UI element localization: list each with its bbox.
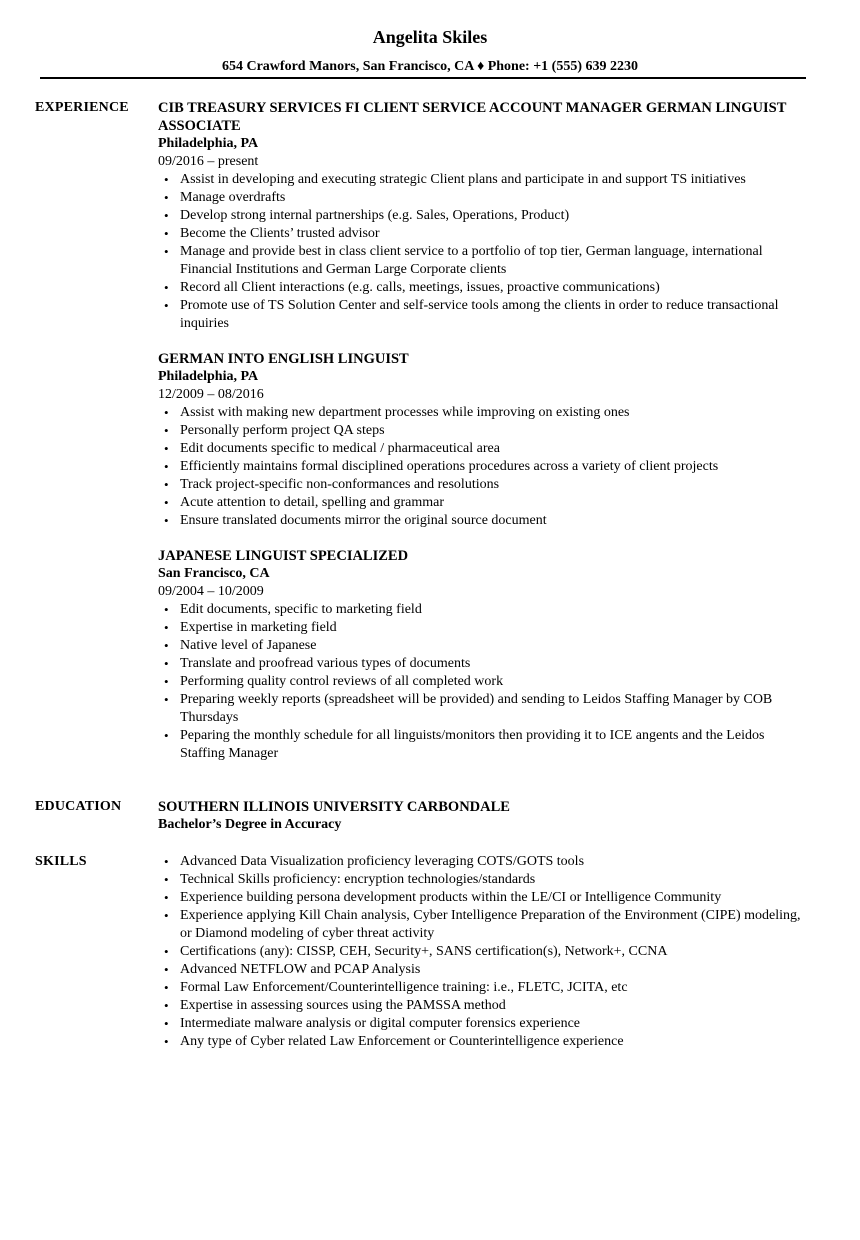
bullet-item: • Personally perform project QA steps <box>180 422 806 440</box>
school-name: SOUTHERN ILLINOIS UNIVERSITY CARBONDALE <box>158 799 510 815</box>
contact-line: 654 Crawford Manors, San Francisco, CA ♦ Phone: +1 (555) 639 2230 <box>221 59 639 74</box>
skills-heading: SKILLS <box>35 854 87 869</box>
bullet-item: • Assist in developing and executing strategic Client plans and participate in and support TS initiatives <box>180 171 806 189</box>
job-entry <box>158 99 806 333</box>
bullet-item: • Ensure translated documents mirror the original source document <box>180 512 806 530</box>
degree: Bachelor’s Degree in Accuracy <box>158 817 342 832</box>
bullet-item: • Translate and proofread various types of documents <box>180 655 806 673</box>
skill-item: • Any type of Cyber related Law Enforcement or Counterintelligence experience <box>180 1033 806 1051</box>
bullet-item: • Expertise in marketing field <box>180 619 806 637</box>
skill-item: • Experience building persona development products within the LE/CI or Intelligence Community <box>180 889 806 907</box>
job-location: Philadelphia, PA <box>158 369 259 384</box>
job-location: San Francisco, CA <box>158 566 270 581</box>
job-dates: 12/2009 – 08/2016 <box>158 387 264 402</box>
bullet-item: • Develop strong internal partnerships (e.g. Sales, Operations, Product) <box>180 207 806 225</box>
job-title: CIB TREASURY SERVICES FI CLIENT SERVICE ACCOUNT MANAGER GERMAN LINGUIST ASSOCIATE <box>158 100 787 134</box>
job-entry <box>158 350 806 530</box>
skills-list <box>158 853 806 1051</box>
bullet-item: • Promote use of TS Solution Center and self-service tools among the clients in order to reduce transactional inquiries <box>180 297 806 333</box>
job-title: GERMAN INTO ENGLISH LINGUIST <box>158 351 409 367</box>
skill-item: • Advanced Data Visualization proficiency leveraging COTS/GOTS tools <box>180 853 806 871</box>
bullet-item: • Edit documents specific to medical / pharmaceutical area <box>180 440 806 458</box>
job-location: Philadelphia, PA <box>158 136 259 151</box>
skill-item: • Certifications (any): CISSP, CEH, Security+, SANS certification(s), Network+, CCNA <box>180 943 806 961</box>
job-bullets <box>158 171 806 333</box>
bullet-item: • Peparing the monthly schedule for all linguists/monitors then providing it to ICE angents and the Leidos Staffing Manager <box>180 727 806 763</box>
skills-body <box>158 853 806 1051</box>
skill-item: • Advanced NETFLOW and PCAP Analysis <box>180 961 806 979</box>
bullet-item: • Acute attention to detail, spelling and grammar <box>180 494 806 512</box>
job-title: JAPANESE LINGUIST SPECIALIZED <box>158 548 409 564</box>
job-bullets <box>158 601 806 763</box>
skill-item: • Expertise in assessing sources using the PAMSSA method <box>180 997 806 1015</box>
bullet-item: • Track project-specific non-conformances and resolutions <box>180 476 806 494</box>
skill-item: • Technical Skills proficiency: encryption technologies/standards <box>180 871 806 889</box>
job-bullets <box>158 404 806 530</box>
bullet-item: • Native level of Japanese <box>180 637 806 655</box>
bullet-item: • Preparing weekly reports (spreadsheet will be provided) and sending to Leidos Staffing Manager by COB Thursdays <box>180 691 806 727</box>
bullet-item: • Performing quality control reviews of all completed work <box>180 673 806 691</box>
skill-item: • Formal Law Enforcement/Counterintelligence training: i.e., FLETC, JCITA, etc <box>180 979 806 997</box>
skill-item: • Experience applying Kill Chain analysis, Cyber Intelligence Preparation of the Environment (CIPE) modeling, or Diamond modeling of cyber threat activity <box>180 907 806 943</box>
bullet-item: • Assist with making new department processes while improving on existing ones <box>180 404 806 422</box>
header-divider <box>40 77 806 79</box>
bullet-item: • Manage and provide best in class client service to a portfolio of top tier, German language, international Financial Institutions and German Large Corporate clients <box>180 243 806 279</box>
job-entry <box>158 547 806 763</box>
experience-heading: EXPERIENCE <box>35 100 129 115</box>
job-dates: 09/2004 – 10/2009 <box>158 584 264 599</box>
bullet-item: • Become the Clients’ trusted advisor <box>180 225 806 243</box>
education-heading: EDUCATION <box>35 799 122 814</box>
experience-body <box>158 99 806 780</box>
bullet-item: • Edit documents, specific to marketing field <box>180 601 806 619</box>
bullet-item: • Efficiently maintains formal disciplined operations procedures across a variety of client projects <box>180 458 806 476</box>
bullet-item: • Record all Client interactions (e.g. calls, meetings, issues, proactive communications) <box>180 279 806 297</box>
skill-item: • Intermediate malware analysis or digital computer forensics experience <box>180 1015 806 1033</box>
bullet-item: • Manage overdrafts <box>180 189 806 207</box>
job-dates: 09/2016 – present <box>158 154 259 169</box>
education-body <box>158 798 806 834</box>
candidate-name: Angelita Skiles <box>372 27 488 47</box>
